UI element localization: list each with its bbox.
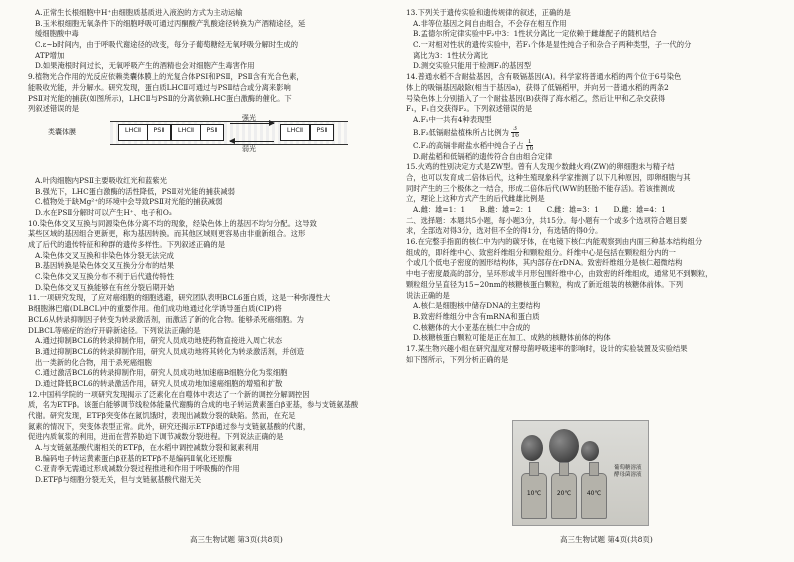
option-line: ATP增加 (35, 50, 65, 60)
balloon-3 (581, 441, 599, 461)
section-line: 二、选择题：本题共5小题，每小题3分，共15分。每小题有一个或多个选项符合题目要 (406, 215, 688, 225)
question-15-options: A.雌：雄=1：1 B.雌：雄=2：1 C.雌：雄=3：1 D.雌：雄=4：1 (413, 205, 666, 214)
option-line: C.核糖体的大小亚基在核仁中合成的 (413, 322, 531, 332)
option-line: B.致密纤维组分中含有mRNA和蛋白质 (413, 311, 540, 321)
stem-line: 中电子密度最高的部分，呈环形或半月形包围纤维中心，由致密的纤维组成，通常见不到颗粒， (406, 269, 713, 279)
stem-line: 号染色体上分别插入了一个耐盐基因(B)获得了海水稻乙，然后让甲和乙杂交获得 (406, 93, 666, 103)
option-line: D.如果淹根时间过长，无氧呼吸产生的酒精也会对细胞产生毒害作用 (35, 61, 255, 71)
stem-line: 个或几个低电子密度的圆形结构体，其内部存在rDNA。致密纤维组分是核仁超微结构 (406, 258, 683, 268)
section-2-instructions (406, 216, 776, 237)
bottle-3: 40℃ (581, 473, 607, 519)
stem-line: 9.植物光合作用的光反应依赖类囊体膜上的光复合体PSⅠ和PSⅡ，PSⅡ含有光合色素， (28, 72, 304, 82)
option-line: A.通过抑制BCL6的转录抑制作用，研究人员成功地使药物直接进入周亡状态 (35, 336, 283, 346)
stem-line: 成了后代的遗传特征和种群的遗传多样性。下列叙述正确的是 (28, 240, 226, 249)
option-line: C.染色体交叉互换分布不利于后代遗传特性 (35, 272, 174, 282)
bottle-1: 10℃ (521, 473, 547, 519)
stem-line: 组成的，即纤维中心、致密纤维组分和颗粒组分。纤维中心是包括在颗粒组分内的一 (406, 247, 676, 257)
balloon-2 (549, 429, 579, 463)
question-11-stem (28, 293, 398, 336)
right-page-column (406, 8, 776, 365)
option-line: C.植物处于缺Mg²⁺的环境中会导致PSⅡ对光能的捕获减弱 (35, 197, 223, 207)
question-15-stem (406, 162, 776, 205)
membrane-label: 类囊体膜 (48, 127, 76, 136)
stem-line: 16.在完整手指面的核仁中为内的碳牙体，在电镜下核仁内能观察到由内面三种基本结构组分 (406, 237, 703, 247)
option-line: A.与支链氨基酸代谢相关的ETFβ，在水稻中调控减数分裂和氮素利用 (35, 443, 260, 453)
question-16-options (406, 301, 776, 344)
question-14-option-a: A.F₁中一共有4种表现型 (413, 114, 492, 124)
question-14-option-c: C.F₂的高镉非耐盐水稻中纯合子占 $\frac{1}{16}$ (413, 138, 534, 152)
question-9-options (28, 176, 398, 219)
question-9-stem (28, 72, 398, 115)
thylakoid-diagram (48, 115, 348, 175)
left-page-column (28, 8, 398, 486)
stem-line: F₁，F₁自交获得F₂。下列叙述错误的是 (406, 104, 533, 114)
lhc-box-2: LHCⅡ (171, 124, 201, 141)
section-line: 求，全部选对得3分，选对但不全的得1分，有选错的得0分。 (406, 226, 603, 236)
question-12-stem (28, 390, 398, 443)
option-line: C.亚青季无需通过形成减数分裂过程推进和作用于呼吸酶的作用 (35, 464, 240, 474)
stem-line: 合，也可以发育成二倍体后代，这种生殖现象科学家推测了以下几种原因，即卵细胞与其 (406, 172, 691, 182)
option-line: A.正常生长根细胞中H⁺由细胞质基质进入液泡的方式为主动运输 (35, 8, 243, 17)
balloon-1 (521, 435, 543, 461)
weak-light-arrow (230, 141, 274, 142)
option-line: B.通过抑制BCL6的转录抑制作用，研究人员成功地将其转化为转录激活剂，并创造 (35, 346, 305, 356)
question-13-stem: 13.下列关于遗传实验和遗传规律的叙述，正确的是 (406, 8, 571, 17)
option-line: A.核仁是细胞核中储存DNA的主要结构 (413, 301, 541, 311)
stem-line: 氮素的情况下，突变体表型正常。此外，研究还揭示ETFβ通过参与支链氨基酸的代谢， (28, 421, 311, 431)
fraction-3-16: $\frac{3}{16}$ (511, 125, 519, 139)
option-line: B.编码电子转运黄素蛋白β亚基的ETFβ不是编码Ⅱ氧化还原酶 (35, 453, 232, 463)
lhc-box-3: LHCⅡ (280, 124, 310, 141)
option-line: B.强光下，LHC蛋白激酶的活性降低，PSⅡ对光能的捕获减弱 (35, 186, 235, 196)
stem-line: 代谢。研究发现，ETFβ突变体在氮饥饿时，表现出减数分裂的缺陷。然而，在充足 (28, 411, 296, 420)
option-line: B.基因转换是染色体交叉互换分分布的结果 (35, 261, 175, 271)
ps-box-2: PSⅡ (200, 124, 224, 141)
yeast-experiment-photo (512, 420, 649, 526)
question-11-options (28, 336, 398, 389)
option-line: B.孟德尔所定律实验中F₂中3：1性状分离比一定依赖于雌雄配子的随机结合 (413, 29, 657, 39)
option-line: D.通过降低BCL6的转录激活作用，研究人员成功地加速癌细胞的增殖和扩散 (35, 378, 283, 388)
option-line: D.染色体交叉互换能够在有丝分裂后期开始 (35, 282, 175, 292)
option-line: C.一对相对性状的遗传实验中，若F₁个体是显性纯合子和杂合子两种类型，子一代的分 (413, 40, 692, 50)
stem-line: PSⅡ对光能的捕获(如图所示)，LHCⅡ与PSⅡ的分离依赖LHC蛋白激酶的催化。下 (28, 93, 292, 103)
question-14-stem (406, 72, 776, 115)
option-line: D.核糖核蛋白颗粒可能是正在加工、成熟的核糖体前体的构体 (413, 333, 611, 343)
stem-line: 促进内质氧浆的利用，进而在营养胁迫下调节减数分裂进程。下列说法正确的是 (28, 432, 284, 442)
question-12-options (28, 443, 398, 486)
stem-line: 立，理论上这种方式产生的后代雌雄比例是 (406, 194, 545, 204)
stem-line: DLBCL等癌症的治疗开辟新途径。下列说法正确的是 (28, 325, 201, 335)
stem-line: BCL6从转录抑制因子转变为转录激活剂，而激活了新的化合物。能够杀死癌细胞。为 (28, 314, 304, 324)
stem-line: 同时产生的三个极体之一结合，形成二倍体后代(WW的胚胎不能存活)。若该推测成 (406, 183, 675, 193)
stem-line: B细胞淋巴瘤(DLBCL)中的重要作用。他们成功地通过化学诱导蛋白质(CIP)将 (28, 304, 282, 314)
option-line: A.叶肉细胞内PSⅡ主要吸收红光和蓝紫光 (35, 175, 167, 185)
option-line: 离比为3：1性状分离比 (413, 50, 488, 60)
option-line: C.通过激活BCL6的转录抑制作用，研究人员成功地加速癌B细胞分化为浆细胞 (35, 368, 288, 378)
option-line: D.测交实验只能用于检测F₁的基因型 (413, 61, 532, 71)
option-line: 出一类新的化合物，用于杀死癌细胞 (35, 357, 152, 367)
stem-line: 10.染色体交叉互换与同源染色体分离不均的现象，经染色体上的基因不均匀分配。这导致 (28, 218, 317, 228)
photo-note-label: 葡萄糖溶液 酵母菌溶液 (614, 465, 642, 478)
option-line: D.ETFβ与细胞分裂无关，但与支链氨基酸代谢无关 (35, 475, 202, 485)
stem-line: 体上的吸镉基因敲除(相当于基因a)，获得了低镉稻甲，并向另一普通水稻的两条2 (406, 82, 669, 92)
question-14-option-b: B.F₂低镉耐盐植株所占比例为 $\frac{3}{16}$ (413, 125, 519, 139)
option-line: A.非等位基因之间自由组合，不会存在相互作用 (413, 18, 567, 28)
stem-line: 12.中国科学院的一项研究发现揭示了泛素化在自噬体中表达了一个新的调控分解调控因 (28, 389, 310, 399)
option-line: B.玉米根细胞无氧条件下的细胞呼吸可通过丙酮酸产乳酸途径转换为产酒精途径，延 (35, 18, 306, 28)
question-13-options (406, 19, 776, 72)
stem-line: 17.某生物兴趣小组在研究温度对酵母菌呼吸速率的影响时，设计的实验装置及实验结果 (406, 343, 688, 353)
stem-line: 15.火鸡的性别决定方式是ZW型。曾有人发现少数雌火鸡(ZW)的卵细胞未与精子结 (406, 162, 675, 172)
question-14-option-d: D.耐盐稻和低镉稻的遗传符合自由组合定律 (413, 151, 553, 161)
stem-line: 说法正确的是 (406, 290, 450, 300)
stem-line: 颗粒组分呈直径为15~20nm的核糖核蛋白颗粒，构成了新近组装的核糖体前体。下列 (406, 279, 684, 289)
stem-line: 14.普通水稻不含耐盐基因，含有吸镉基因(A)。科学家将普通水稻的两个位于6号染色 (406, 72, 682, 82)
question-16-stem (406, 237, 776, 301)
left-page-footer: 高三生物试题 第3页(共8页) (190, 535, 283, 544)
stem-line: 如下图所示，下列分析正确的是 (406, 354, 509, 364)
lhc-box-1: LHCⅡ (118, 124, 148, 141)
ps-box-3: PSⅡ (310, 124, 334, 141)
stem-line: 某些区域的基因组合更新更，称为基因转换。而其他区域则更容易由非重新组合。这形 (28, 229, 306, 239)
strong-light-arrow (230, 123, 274, 124)
stem-line: 11.一项研究发现，了应对癌细胞的细胞逃避，研究团队表明BCL6蛋白质，这是一种弥漫性大 (28, 293, 331, 303)
option-line: D.水在PSⅡ分解时可以产生H⁺、电子和O₂ (35, 207, 172, 217)
stem-line: 质，名为ETFβ。该蛋白能够调节线粒体能量代谢酶的合成的电子转运黄素蛋白β亚基，参与支链氨基酸 (28, 400, 359, 410)
option-line: C.ε~b时间内，由于呼吸代谢途径的改变，每分子葡萄糖经无氧呼吸分解时生成的 (35, 40, 299, 50)
question-10-stem (28, 219, 398, 251)
fraction-1-16: $\frac{1}{16}$ (525, 138, 534, 152)
bottle-2: 20℃ (551, 473, 577, 519)
option-line: 缓细胞酸中毒 (35, 29, 79, 39)
stem-line: 列叙述错误的是 (28, 104, 80, 114)
strong-light-label: 强光 (242, 113, 256, 122)
stem-line: 能吸收光能，并分解水。研究发现，蛋白质LHCⅡ可通过与PSⅡ结合或分离来影响 (28, 82, 291, 92)
right-page-footer: 高三生物试题 第4页(共8页) (560, 535, 653, 544)
question-17-stem (406, 344, 776, 365)
ps-box-1: PSⅡ (147, 124, 171, 141)
weak-light-label: 弱光 (242, 144, 256, 153)
question-8-options (28, 8, 398, 72)
option-line: A.染色体交叉互换和非染色体分裂无法完成 (35, 250, 174, 260)
question-10-options (28, 251, 398, 294)
